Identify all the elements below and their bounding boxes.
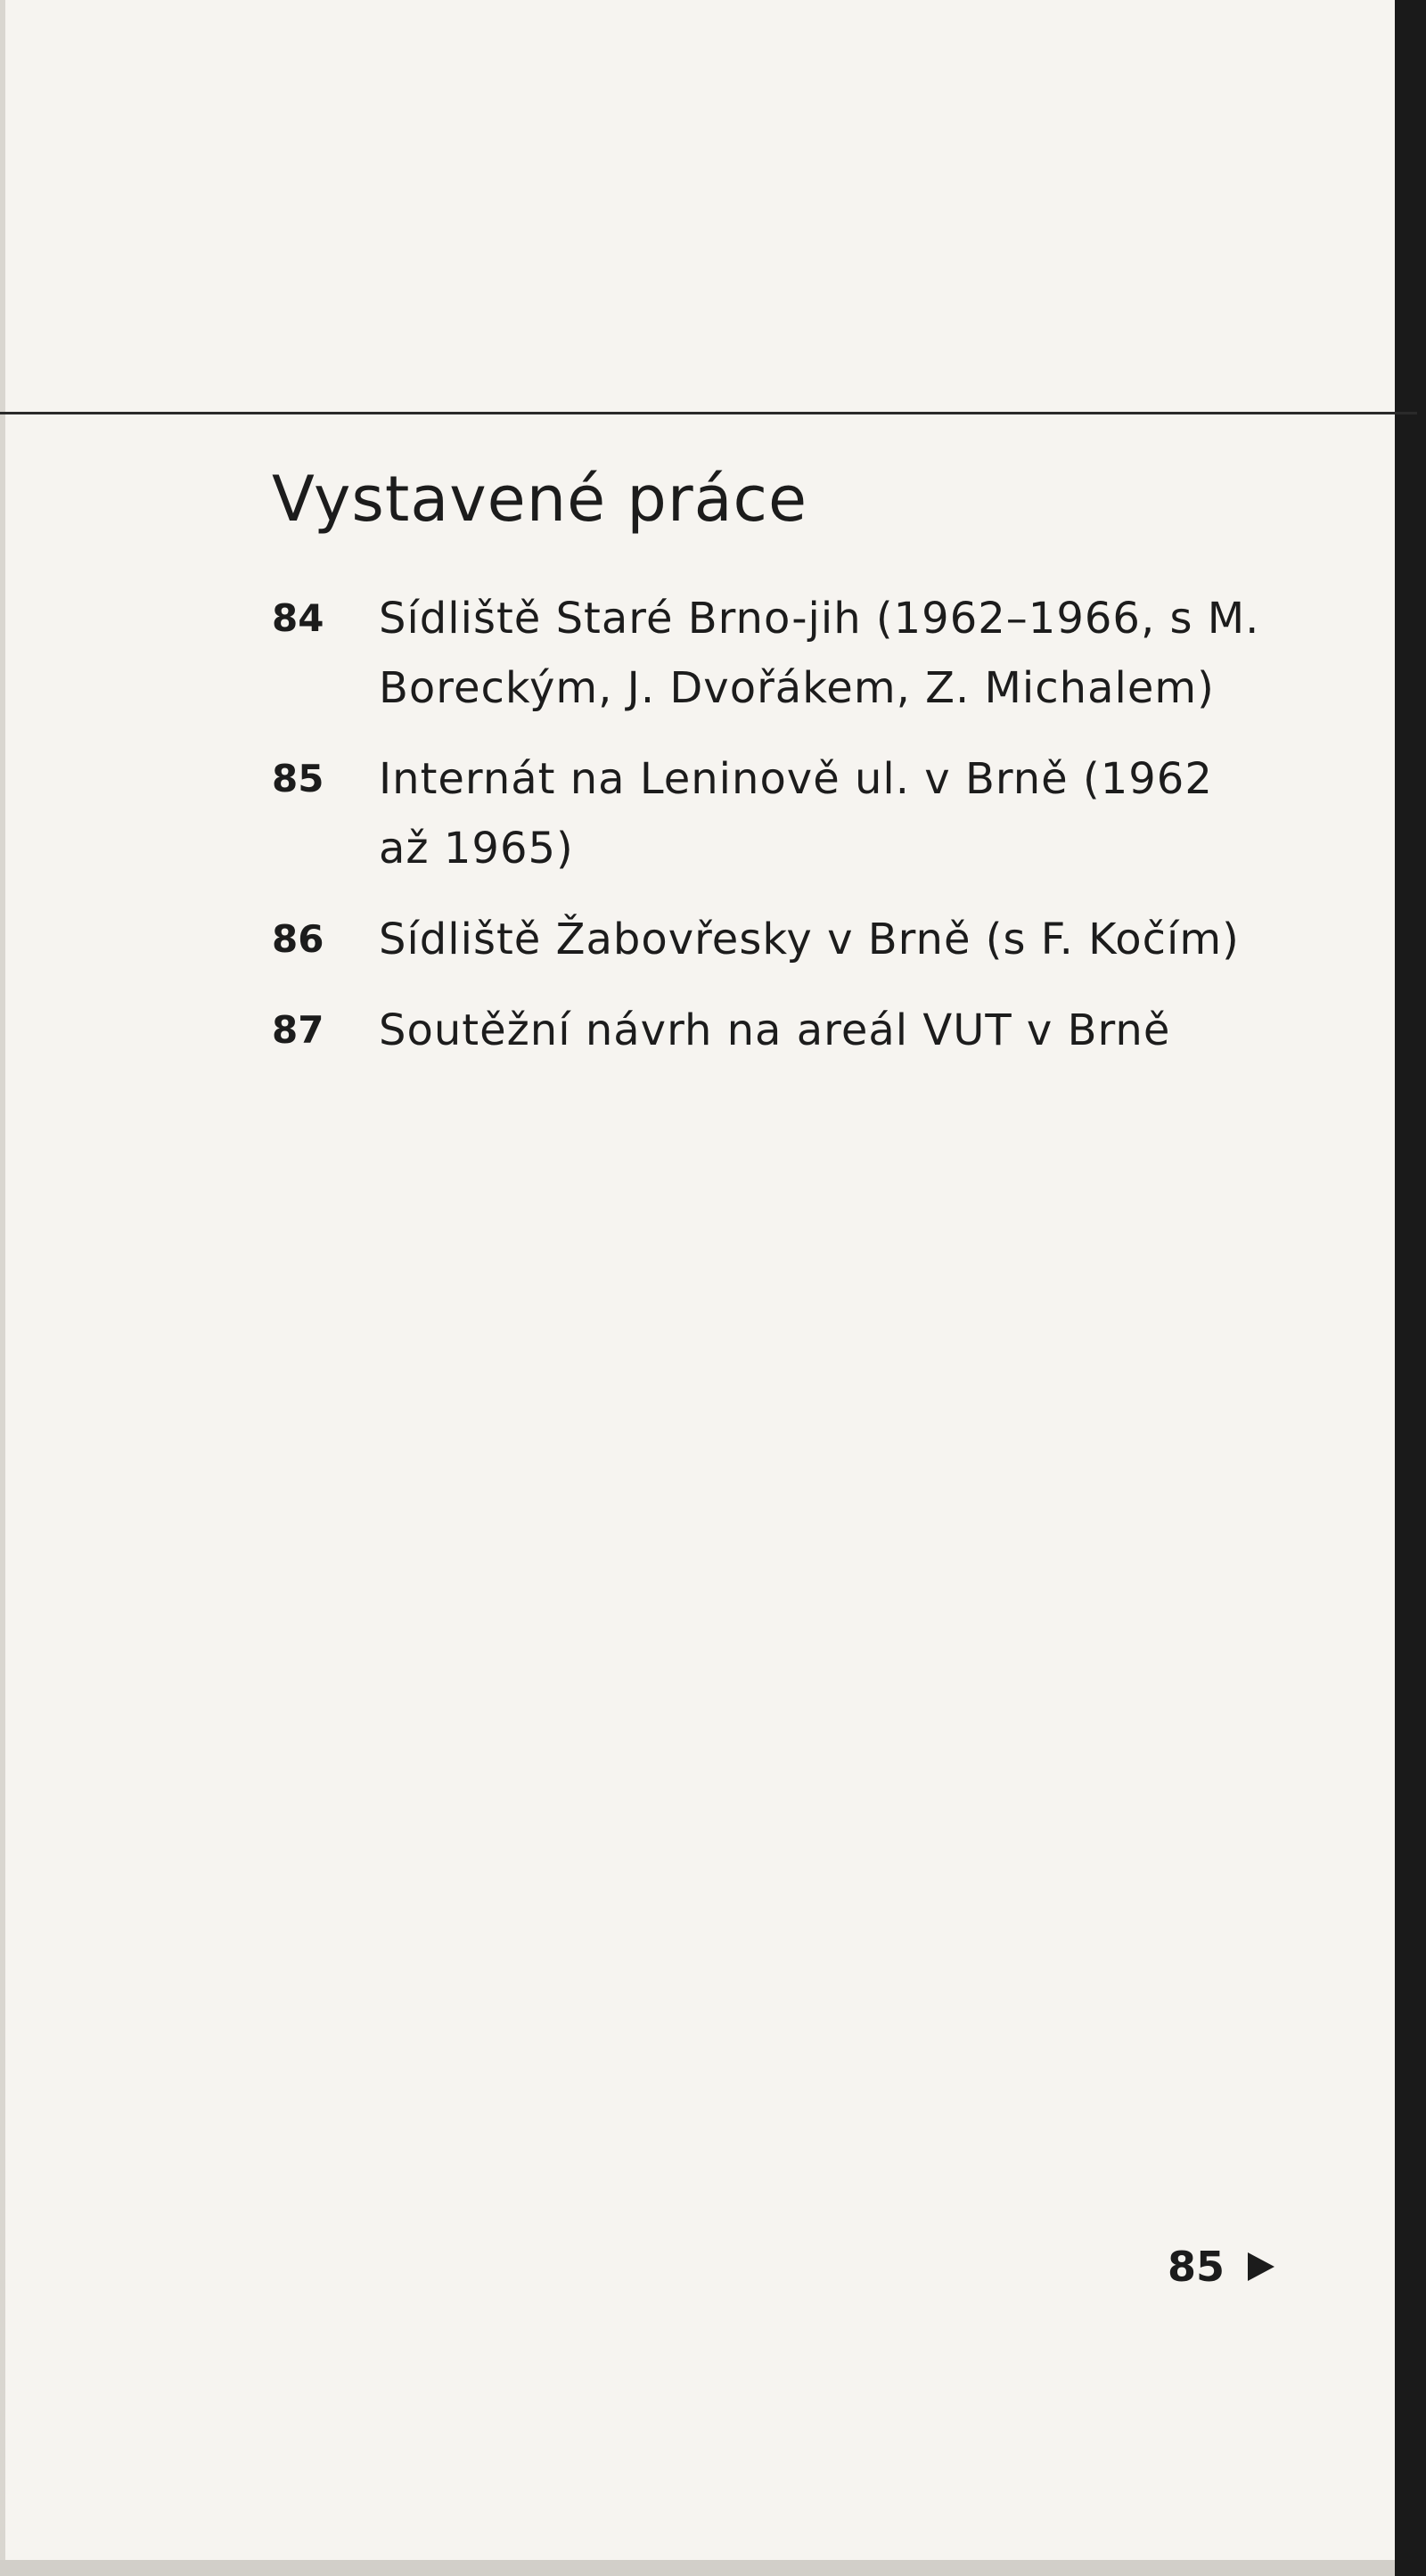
page-number: 85: [1168, 2243, 1225, 2291]
page-footer: [1168, 2243, 1274, 2291]
page-left-edge: [0, 0, 5, 2576]
list-item: [272, 996, 1297, 1065]
entry-text: Internát na Leninově ul. v Brně (1962 až 1965): [379, 754, 1213, 874]
list-item: [272, 744, 1297, 883]
exhibited-works-list: [272, 584, 1297, 1087]
list-item: [272, 905, 1297, 974]
entry-number: 85: [272, 757, 324, 800]
entry-text: Sídliště Staré Brno-jih (1962–1966, s M. Boreckým, J. Dvořákem, Z. Michalem): [379, 594, 1260, 713]
list-item: [272, 584, 1297, 723]
entry-number: 86: [272, 917, 324, 961]
page-bottom-edge: [0, 2560, 1395, 2576]
entry-number: 84: [272, 596, 324, 640]
horizontal-rule: [0, 412, 1417, 414]
entry-text: Soutěžní návrh na areál VUT v Brně: [379, 1005, 1171, 1055]
entry-number: 87: [272, 1008, 324, 1052]
entry-text: Sídliště Žabovřesky v Brně (s F. Kočím): [379, 915, 1240, 964]
page-right-edge: [1395, 0, 1426, 2576]
section-heading: Vystavené práce: [272, 463, 808, 536]
triangle-right-icon: [1248, 2252, 1274, 2281]
